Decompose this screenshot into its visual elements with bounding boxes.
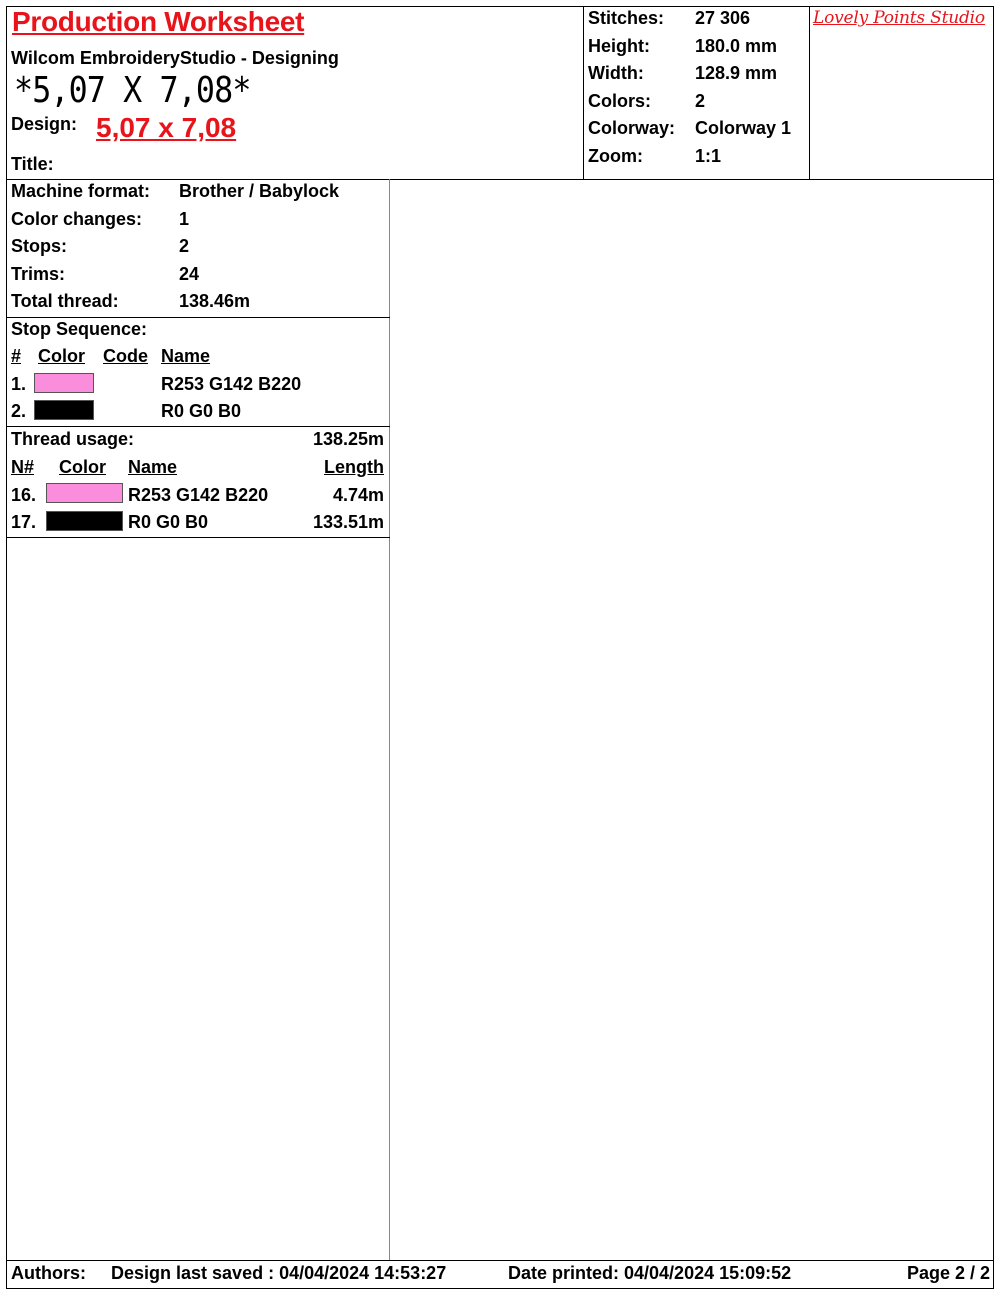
stops-value: 2 xyxy=(179,236,190,256)
stop-row-1-name: R253 G142 B220 xyxy=(161,374,302,394)
thread-usage-total: 138.25m xyxy=(312,429,384,449)
stat-colorway-label: Colorway: xyxy=(588,118,676,138)
stop-row-2-num: 2. xyxy=(11,401,27,421)
stat-zoom-value: 1:1 xyxy=(695,146,722,166)
brand-logo: Lovely Points Studio xyxy=(813,8,985,28)
stop-sequence-title: Stop Sequence: xyxy=(11,319,148,339)
thread-row-2-name: R0 G0 B0 xyxy=(128,512,209,532)
stat-width-label: Width: xyxy=(588,63,644,83)
thread-row-2-num: 17. xyxy=(11,512,37,532)
thread-header-name: Name xyxy=(128,457,178,477)
color-changes-label: Color changes: xyxy=(11,209,143,229)
header-divider-left xyxy=(583,6,584,180)
stop-row-2-name: R0 G0 B0 xyxy=(161,401,242,421)
stat-colorway-value: Colorway 1 xyxy=(695,118,792,138)
thread-row-1-swatch xyxy=(46,483,123,503)
trims-label: Trims: xyxy=(11,264,66,284)
page-title: Production Worksheet xyxy=(12,6,305,37)
design-name: 5,07 x 7,08 xyxy=(96,112,237,143)
thread-row-2-length: 133.51m xyxy=(312,512,384,532)
footer-divider xyxy=(6,1260,994,1261)
stat-stitches-label: Stitches: xyxy=(588,8,665,28)
footer-date-printed: Date printed: 04/04/2024 15:09:52 xyxy=(508,1263,792,1283)
section-divider-1 xyxy=(6,317,390,318)
thread-row-1-length: 4.74m xyxy=(332,485,384,505)
software-name: Wilcom EmbroideryStudio - Designing xyxy=(11,48,339,68)
thread-row-2-swatch xyxy=(46,511,123,531)
stat-width-value: 128.9 mm xyxy=(695,63,778,83)
stat-height-value: 180.0 mm xyxy=(695,36,778,56)
section-divider-3 xyxy=(6,537,390,538)
stop-row-1-num: 1. xyxy=(11,374,27,394)
footer-authors-label: Authors: xyxy=(11,1263,86,1283)
trims-value: 24 xyxy=(179,264,200,284)
stat-stitches-value: 27 306 xyxy=(695,8,751,28)
total-thread-label: Total thread: xyxy=(11,291,119,311)
stat-height-label: Height: xyxy=(588,36,650,56)
stat-colors-label: Colors: xyxy=(588,91,651,111)
page-frame xyxy=(6,6,994,1289)
thread-header-num: N# xyxy=(11,457,35,477)
stop-header-color: Color xyxy=(38,346,85,366)
header-divider xyxy=(6,179,994,180)
stat-zoom-label: Zoom: xyxy=(588,146,643,166)
stop-row-1-swatch xyxy=(34,373,94,393)
section-divider-2 xyxy=(6,426,390,427)
stat-colors-value: 2 xyxy=(695,91,706,111)
thread-row-1-name: R253 G142 B220 xyxy=(128,485,269,505)
footer-page-number: Page 2 / 2 xyxy=(906,1263,990,1283)
column-divider xyxy=(389,179,390,1261)
design-label: Design: xyxy=(11,114,78,134)
thread-row-1-num: 16. xyxy=(11,485,37,505)
barcode-text: *5,07 X 7,08* xyxy=(14,70,251,111)
thread-header-color: Color xyxy=(59,457,106,477)
stops-label: Stops: xyxy=(11,236,67,256)
stop-header-name: Name xyxy=(161,346,211,366)
header-divider-right xyxy=(809,6,810,180)
thread-header-length: Length xyxy=(324,457,384,477)
color-changes-value: 1 xyxy=(179,209,190,229)
footer-last-saved: Design last saved : 04/04/2024 14:53:27 xyxy=(111,1263,447,1283)
thread-usage-title: Thread usage: xyxy=(11,429,135,449)
stop-header-num: # xyxy=(11,346,22,366)
machine-format-label: Machine format: xyxy=(11,181,151,201)
machine-format-value: Brother / Babylock xyxy=(179,181,340,201)
total-thread-value: 138.46m xyxy=(179,291,251,311)
title-label: Title: xyxy=(11,154,54,174)
stop-header-code: Code xyxy=(103,346,148,366)
stop-row-2-swatch xyxy=(34,400,94,420)
